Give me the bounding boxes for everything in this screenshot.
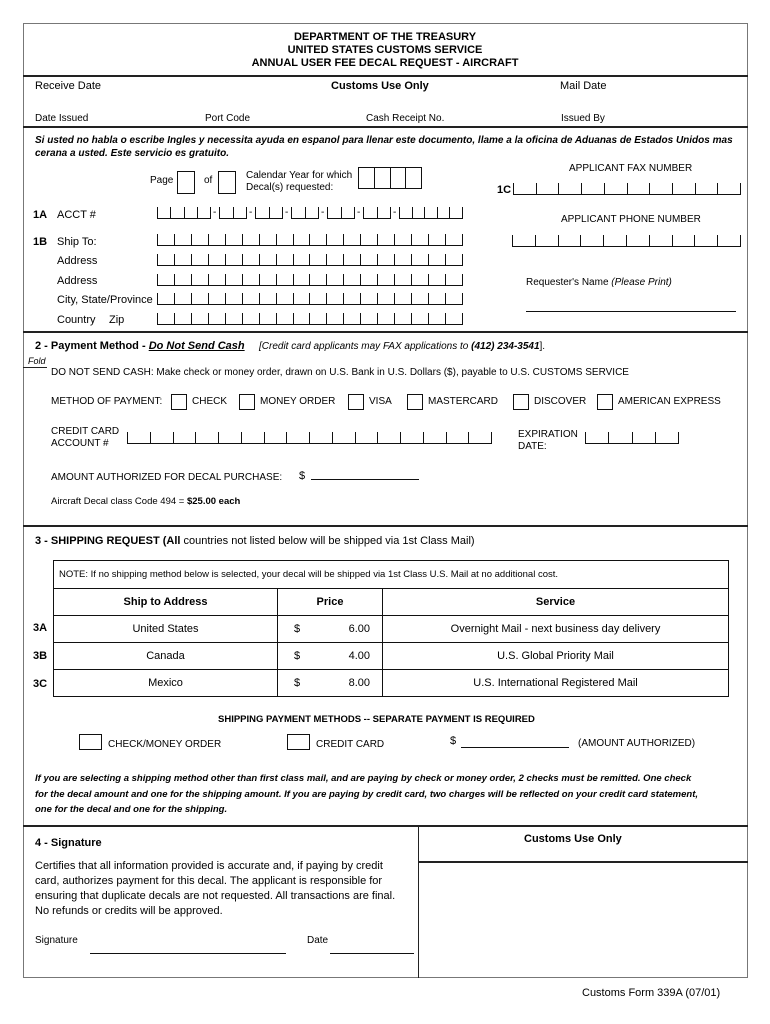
price-value: 8.00: [348, 677, 370, 689]
expiration-label-1: EXPIRATION: [518, 429, 578, 440]
price-cell: [278, 616, 383, 643]
mail-date-label: Mail Date: [560, 80, 607, 92]
table-row[interactable]: [54, 643, 729, 670]
cc-account-label-2: ACCOUNT #: [51, 438, 109, 449]
receive-date-label: Receive Date: [35, 80, 102, 92]
fax-note: [259, 341, 545, 352]
decal-price: $25.00 each: [186, 496, 241, 507]
do-not-send-cash: Do Not Send Cash: [148, 340, 245, 352]
address2-label: Address: [57, 275, 98, 287]
amount-authorized-input[interactable]: [311, 479, 419, 480]
visa-checkbox[interactable]: [348, 394, 364, 410]
customs-use-only-label: Customs Use Only: [331, 80, 429, 92]
fax-number-label: APPLICANT FAX NUMBER: [569, 163, 693, 174]
price-cell: [278, 643, 383, 670]
city-state-input[interactable]: [157, 293, 463, 305]
money-order-label: MONEY ORDER: [260, 396, 336, 407]
page-label: Page: [150, 175, 174, 186]
fax-note-prefix: [Credit card applicants may FAX applications to: [259, 341, 472, 352]
mastercard-label: MASTERCARD: [428, 396, 499, 407]
date-input[interactable]: [330, 953, 414, 954]
decal-price-note: [51, 496, 240, 507]
customs-use-divider: [419, 861, 748, 863]
check-checkbox[interactable]: [171, 394, 187, 410]
signature-input[interactable]: [90, 953, 286, 954]
header-service: UNITED STATES CUSTOMS SERVICE: [287, 44, 483, 56]
row-code-3b: 3B: [33, 650, 48, 662]
visa-label: VISA: [369, 396, 392, 407]
expiration-label-2: DATE:: [518, 441, 547, 452]
fax-number-input[interactable]: [513, 183, 741, 195]
fax-code: 1C: [497, 184, 512, 196]
currency: $: [294, 623, 301, 635]
spanish-notice-line1: Si usted no habla o escribe Ingles y necessita ayuda en espanol para llenar este documento, llame a la oficina de Aduanas de Estados Unidos mas: [35, 135, 733, 146]
expiration-date-input[interactable]: [585, 432, 679, 444]
decal-code-text: Aircraft Decal class Code 494 =: [51, 496, 187, 507]
ship-to-input[interactable]: [157, 234, 463, 246]
spanish-notice-line2: cerana a usted. Este servicio es gratuito.: [35, 148, 229, 159]
price-value: 4.00: [348, 650, 370, 662]
check-money-order-checkbox[interactable]: [79, 734, 102, 750]
signature-label: Signature: [35, 935, 78, 946]
service-cell: Overnight Mail - next business day delivery: [383, 616, 729, 643]
american-express-label: AMERICAN EXPRESS: [618, 396, 721, 407]
shipping-amount-input[interactable]: [461, 747, 569, 748]
phone-number-input[interactable]: [512, 235, 741, 247]
service-cell: U.S. International Registered Mail: [383, 670, 729, 697]
shipping-dollar-sign: $: [450, 735, 457, 747]
issued-by-label: Issued By: [561, 113, 605, 124]
price-cell: [278, 670, 383, 697]
discover-label: DISCOVER: [534, 396, 587, 407]
port-code-label: Port Code: [205, 113, 251, 124]
city-state-label: City, State/Province: [57, 294, 153, 306]
divider: [23, 75, 748, 77]
shipping-instructions-2: for the decal amount and one for the shipping amount. If you are paying by credit card, two charges will be reflected on your credit card statement,: [35, 789, 699, 800]
shipping-table: [53, 588, 729, 697]
certification-line1: Certifies that all information provided is accurate and, if paying by credit: [35, 860, 383, 872]
requester-name-label: [526, 277, 672, 288]
discover-checkbox[interactable]: [513, 394, 529, 410]
destination-cell: Mexico: [54, 670, 278, 697]
shipping-note-box: [53, 560, 729, 589]
page-total-box[interactable]: [218, 171, 236, 194]
american-express-checkbox[interactable]: [597, 394, 613, 410]
no-cash-instructions: DO NOT SEND CASH: Make check or money order, drawn on U.S. Bank in U.S. Dollars ($), payable to U.S. CUSTOMS SERVICE: [51, 367, 629, 378]
shipping-note: NOTE: If no shipping method below is selected, your decal will be shipped via 1st Class U.S. Mail at no additional cost.: [59, 569, 559, 580]
date-issued-label: Date Issued: [35, 113, 89, 124]
divider: [23, 525, 748, 527]
check-money-order-label: CHECK/MONEY ORDER: [108, 739, 222, 750]
payment-method-title: 2 - Payment Method -: [35, 340, 149, 352]
calendar-year-input[interactable]: [358, 167, 422, 189]
check-label: CHECK: [192, 396, 228, 407]
section4-divider: [418, 826, 419, 978]
currency: $: [294, 650, 301, 662]
certification-line2: card, authorizes payment for this decal. The applicant is responsible for: [35, 875, 383, 887]
row-code-3c: 3C: [33, 678, 48, 690]
of-label: of: [204, 175, 213, 186]
credit-card-label: CREDIT CARD: [316, 739, 385, 750]
divider: [23, 331, 748, 333]
date-label: Date: [307, 935, 329, 946]
credit-card-checkbox[interactable]: [287, 734, 310, 750]
shipping-instructions-1: If you are selecting a shipping method other than first class mail, and are paying by check or money order, 2 checks must be remitted. One check: [35, 773, 692, 784]
shipping-instructions-3: one for the decal and one for the shipping.: [35, 804, 228, 815]
service-cell: U.S. Global Priority Mail: [383, 643, 729, 670]
column-service: Service: [383, 589, 729, 616]
shipping-payment-methods-title: SHIPPING PAYMENT METHODS -- SEPARATE PAYMENT IS REQUIRED: [218, 714, 535, 725]
column-price: Price: [278, 589, 383, 616]
payment-method-heading: [35, 340, 245, 352]
address2-input[interactable]: [157, 274, 463, 286]
destination-cell: Canada: [54, 643, 278, 670]
price-value: 6.00: [348, 623, 370, 635]
dollar-sign: $: [299, 470, 306, 482]
amount-authorized-label: AMOUNT AUTHORIZED FOR DECAL PURCHASE:: [51, 472, 283, 483]
certification-line4: No refunds or credits will be approved.: [35, 905, 223, 917]
header-department: DEPARTMENT OF THE TREASURY: [293, 31, 477, 43]
page-number-box[interactable]: [177, 171, 195, 194]
ship-to-label: Ship To:: [57, 236, 97, 248]
phone-number-label: APPLICANT PHONE NUMBER: [561, 214, 701, 225]
requester-name-text: Requester's Name: [526, 277, 609, 288]
method-of-payment-label: METHOD OF PAYMENT:: [51, 396, 163, 407]
requester-name-hint: (Please Print): [611, 277, 672, 288]
row-code-3a: 3A: [33, 622, 48, 634]
destination-cell: United States: [54, 616, 278, 643]
address1-label: Address: [57, 255, 98, 267]
cash-receipt-label: Cash Receipt No.: [366, 113, 445, 124]
shipping-request-heading: [35, 535, 475, 547]
table-header-row: [54, 589, 729, 616]
form-title: ANNUAL USER FEE DECAL REQUEST - AIRCRAFT: [251, 57, 519, 69]
calendar-year-label-1: Calendar Year for which: [246, 170, 353, 181]
mastercard-checkbox[interactable]: [407, 394, 423, 410]
acct-number-input[interactable]: - - - - - -: [157, 207, 463, 219]
fax-application-number: (412) 234-3541: [471, 341, 540, 352]
country-label: Country: [57, 314, 96, 326]
signature-heading: 4 - Signature: [35, 837, 102, 849]
shipping-request-subtitle: countries not listed below will be shipped via 1st Class Mail): [180, 535, 475, 547]
requester-name-input[interactable]: [526, 311, 736, 312]
cc-account-input[interactable]: [127, 432, 492, 444]
table-row[interactable]: [54, 616, 729, 643]
divider: [23, 825, 748, 827]
table-row[interactable]: [54, 670, 729, 697]
divider: [23, 126, 748, 128]
country-zip-input[interactable]: [157, 313, 463, 325]
cc-account-label-1: CREDIT CARD: [51, 426, 120, 437]
acct-code: 1A: [33, 209, 48, 221]
customs-use-only-bottom: Customs Use Only: [524, 833, 622, 845]
acct-label: ACCT #: [57, 209, 96, 221]
address1-input[interactable]: [157, 254, 463, 266]
calendar-year-label-2: Decal(s) requested:: [246, 182, 334, 193]
currency: $: [294, 677, 301, 689]
fold-mark: [23, 367, 47, 368]
fax-note-suffix: ].: [539, 341, 546, 352]
fold-label: Fold: [28, 356, 46, 366]
amount-authorized-note: (AMOUNT AUTHORIZED): [578, 738, 696, 749]
certification-line3: ensuring that duplicate decals are not requested. All transactions are final.: [35, 890, 396, 902]
zip-label: Zip: [109, 314, 125, 326]
column-ship-to: Ship to Address: [54, 589, 278, 616]
money-order-checkbox[interactable]: [239, 394, 255, 410]
ship-code: 1B: [33, 236, 48, 248]
shipping-request-title: 3 - SHIPPING REQUEST (All: [35, 535, 181, 547]
form-number: Customs Form 339A (07/01): [582, 987, 721, 999]
